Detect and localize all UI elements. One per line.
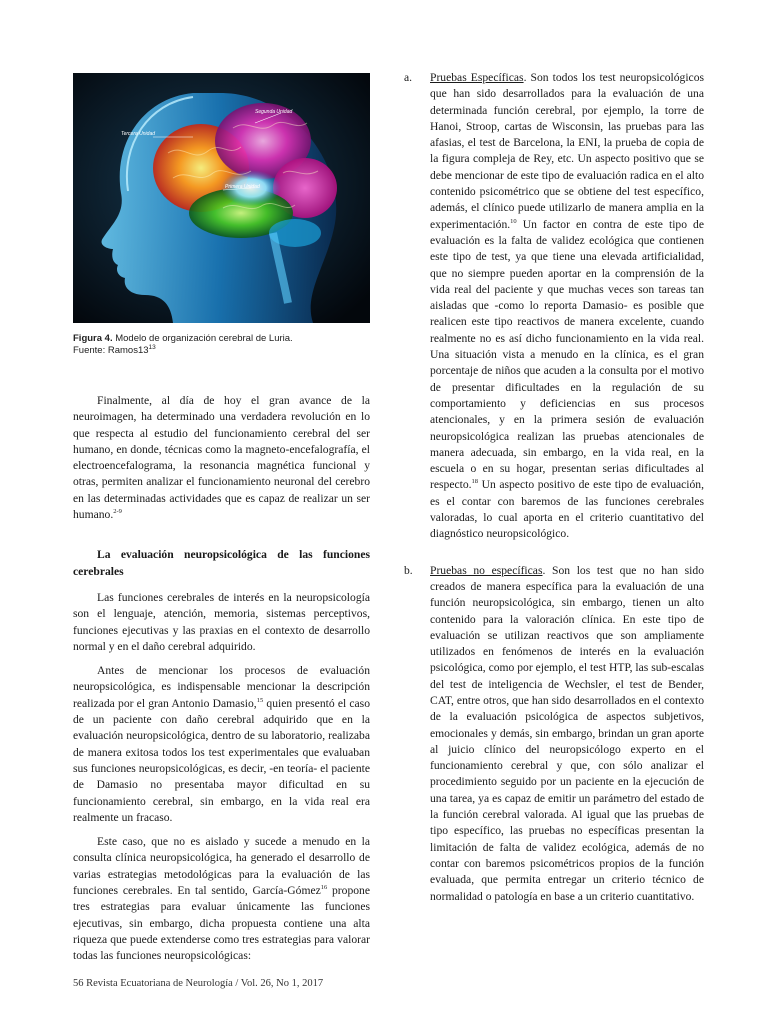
- list-item-pruebas-especificas: a. Pruebas Específicas. Son todos los test neuropsicológicos que han sido desarrollados para la evaluación de una determinada función cerebral, por ejemplo, la torre de Hanoi, Stroop, cartas de Wisconsin, las pruebas para las afasias, el test de Barcelona, la ENI, la prueba de copia de la figura compleja de Rey, etc. Un aspecto positivo que se debe mencionar de este tipo de evaluación radica en el alto contenido psicométrico que se obtiene del test específico, además, el clínico puede utilizarlo de manera amplia en la experimentación.$^{10}$ Un factor en contra de este tipo de evaluación es la falta de validez ecológica que contienen este tipo de test, ya que tiene una elevada artificialidad, que no siempre pueden aportar en la comprensión de la vida real del paciente y que muchas veces son tareas tan aisladas que -como lo reporta Damasio- es posible que realicen este tipo reactivos de manera excelente, cuando realmente no es así dicho funcionamiento en la vida real. Una situación vista a menudo en la clínica, es el gran porcentaje de niños que acuden a la consulta por el motivo de presentar dificultades en la regulación de su comportamiento y deficiencias en sus procesos atencionales, y en la primera sesión de evaluación neuropsicológica realizan las pruebas atencionales de manera adecuada, sin embargo, en la vida real, en la escuela o en su hogar, presentan serias dificultades al respecto.$^{18}$ Un aspecto positivo de este tipo de evaluación, es el contar con baremos de las funciones cerebrales valoradas, lo cual aporta en el criterio cuantitativo del diagnóstico neuropsicológico.: [404, 71, 704, 541]
- caption-label: Figura 4.: [73, 333, 113, 344]
- paragraph-damasio: Antes de mencionar los procesos de evaluación neuropsicológica, es indispensable mencionar la descripción realizada por el gran Antonio Damasio,$^{15}$ quien presentó el caso de un paciente con daño cerebral adquirido que en la evaluación neuropsicológica, dentro de su laboratorio, realizaba de manera exitosa todos los test experimentales que evaluaban sus funciones neuropsicológicas, es decir, -en teoría- el paciente de Damasio no presentaba mayor dificultad en su funcionamiento cerebral, sin embargo, en la vida real era realmente un fracaso.: [73, 664, 370, 824]
- paragraph-estrategias: Este caso, que no es aislado y sucede a menudo en la consulta clínica neuropsicológica, ha generado el desarrollo de varias estrategias metodológicas para la evaluación de las funciones cerebrales. En tal sentido, García-Gómez$^{16}$ propone tres estrategias para evaluar únicamente las funciones ejecutivas, sin embargo, dicha propuesta contiene una alta riqueza que puede extenderse como tres estrategias para valorar todas las funciones neuropsicológicas:: [73, 835, 370, 963]
- caption-source: Fuente: $Ramos13^{13}$: [73, 343, 156, 356]
- paragraph-neuroimagen: Finalmente, al día de hoy el gran avance de la neuroimagen, ha determinado una verdadera revolución en lo que respecta al estudio del funcionamiento cerebral del ser humano, en donde, técnicas como la magneto-encefalografía, el electroencefalograma, la resonancia magnética funcional y otras, permiten analizar el funcionamiento neuronal del cerebro en las determinadas actividades que es capaz de realizar un ser humano.$^{2-9}$: [73, 394, 370, 522]
- left-body-text: [73, 393, 370, 523]
- brain-figure: [73, 73, 370, 323]
- item-title-no-especificas: Pruebas no específicas: [430, 563, 543, 577]
- brain-illustration: [73, 73, 370, 323]
- figure-caption: [73, 333, 370, 357]
- section-heading: La evaluación neuropsicológica de las funciones cerebrales: [73, 548, 370, 578]
- item-title-especificas: Pruebas Específicas: [430, 71, 524, 84]
- list-marker-b: b.: [404, 563, 413, 577]
- section-evaluacion: [73, 547, 370, 964]
- left-column: [73, 73, 370, 965]
- right-column: [404, 70, 704, 905]
- label-primera-unidad: Primera Unidad: [225, 184, 260, 190]
- page-footer: 56 Revista Ecuatoriana de Neurología / Vol. 26, No 1, 2017: [73, 978, 324, 989]
- label-segunda-unidad: Segunda Unidad: [255, 109, 293, 115]
- list-marker-a: a.: [404, 71, 413, 84]
- caption-text: Modelo de organización cerebral de Luria.: [112, 333, 293, 344]
- paragraph-funciones: Las funciones cerebrales de interés en la neuropsicología son el lenguaje, atención, memoria, sistemas perceptivos, funciones ejecutivas y las praxias en el contexto de desarrollo normal y en el daño cerebral adquirido.: [73, 590, 370, 653]
- label-tercera-unidad: Tercera Unidad: [121, 131, 156, 137]
- list-item-pruebas-no-especificas: b. Pruebas no específicas. Son los test que no han sido creados de manera específica para la evaluación de una función neuropsicológica, sin embargo, tienen un alto contenido para la valoración clínica. En este tipo de evaluación se utilizan reactivos que son ampliamente utilizados en fenómenos de interés en la evaluación psicológica, como por ejemplo, el test HTP, las sub-escalas del test de inteligencia de Wechsler, el test de Bender, CAT, entre otros, que han sido desarrollados en el contexto de la evaluación psicológica de aspectos subjetivos, emocionales y demás, sin embargo, brindan un gran aporte al juicio clínico del neuropsicólogo experto en el funcionamiento cerebral y que, con sólo analizar el procedimiento seguido por un paciente en la ejecución de una tarea, ya es capaz de emitir un parámetro del estado de la función cerebral valorada. Al igual que las pruebas de tipo específico, las pruebas no específicas presentan la limitación de falta de validez ecológica, además de no contar con baremos psicométricos propios de la función evaluada, que permita entregar un criterio técnico de normalidad o patología en base a un criterio cuantitativo.: [404, 563, 705, 903]
